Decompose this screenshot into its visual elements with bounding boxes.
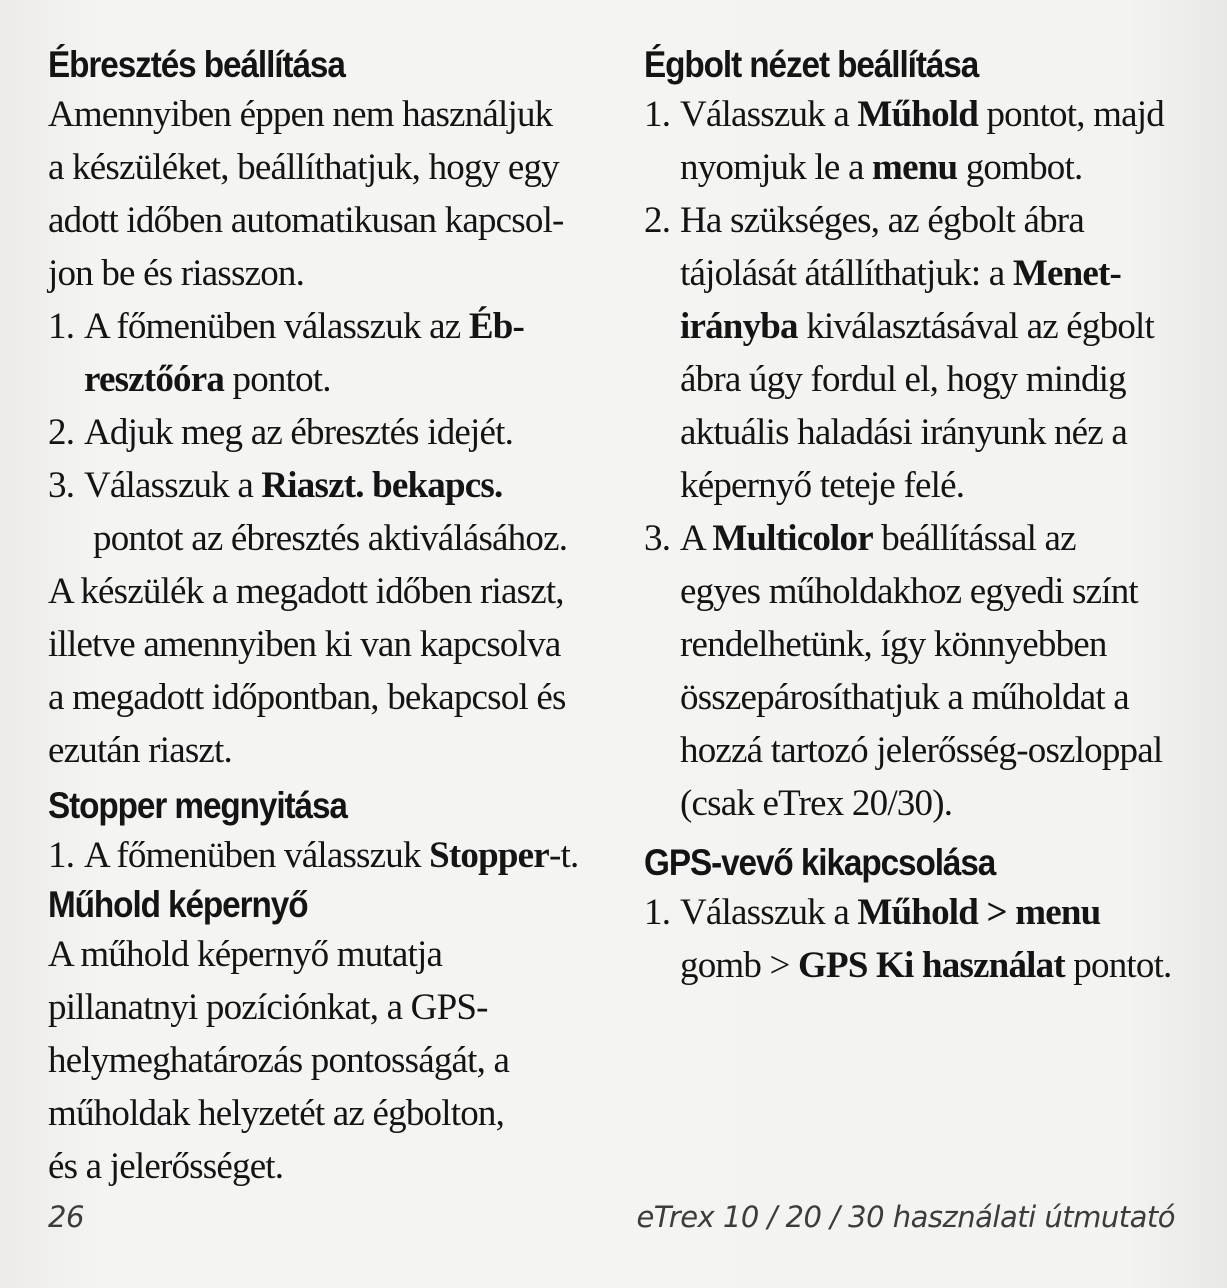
skyview-heading: Égbolt nézet beállítása <box>644 44 979 85</box>
satellite-menu-term: Műhold > menu <box>857 892 1101 933</box>
satellite-line: helymeghatározás pontosságát, a <box>48 1040 510 1081</box>
gps-off-term: GPS Ki használat <box>798 945 1065 986</box>
gps-off-heading: GPS-vevő kikapcsolása <box>644 842 996 883</box>
manual-title: eTrex 10 / 20 / 30 használati útmutató <box>636 1200 1175 1234</box>
step-text: gomb > <box>680 945 799 986</box>
step-text: ábra úgy fordul el, hogy mindig <box>680 359 1126 400</box>
alarm-heading: Ébresztés beállítása <box>48 44 345 85</box>
skyview-step-1 <box>644 88 1189 194</box>
satellite-line: A műhold képernyő mutatja <box>48 934 443 975</box>
step-text: pontot. <box>1064 945 1172 986</box>
stopwatch-heading: Stopper megnyitása <box>48 785 347 826</box>
step-number: 2. <box>48 412 75 453</box>
gps-off-step-1 <box>644 886 1189 992</box>
step-text: Válasszuk a <box>680 892 858 933</box>
step-text: A <box>680 518 713 559</box>
step-text: összepárosíthatjuk a műholdat a <box>680 677 1129 718</box>
step-text: beállítással az <box>872 518 1076 559</box>
skyview-section <box>644 42 1189 830</box>
step-text: Adjuk meg az ébresztés idejét. <box>84 412 514 453</box>
satellite-section <box>48 882 593 1193</box>
alarm-intro <box>48 88 593 300</box>
stopwatch-term: Stopper <box>429 835 549 876</box>
step-number: 1. <box>48 835 75 876</box>
satellite-heading: Műhold képernyő <box>48 884 308 925</box>
step-text: rendelhetünk, így könnyebben <box>680 624 1107 665</box>
step-text: aktuális haladási irányunk néz a <box>680 412 1127 453</box>
step-number: 1. <box>644 892 671 933</box>
alarm-clock-term: resztőóra <box>84 359 225 400</box>
satellite-term: Műhold <box>857 94 979 135</box>
gps-off-section <box>644 840 1189 992</box>
alarm-intro-line: jon be és riasszon. <box>48 253 305 294</box>
step-number: 1. <box>644 94 671 135</box>
skyview-step-2 <box>644 194 1189 512</box>
step-text: hozzá tartozó jelerősség-oszloppal <box>680 730 1163 771</box>
stopwatch-step-1 <box>48 829 593 882</box>
heading-up-term: Menet- <box>1012 253 1122 294</box>
alarm-intro-line: adott időben automatikusan kapcsol- <box>48 200 564 241</box>
step-text: tájolását átállíthatjuk: a <box>680 253 1013 294</box>
multicolor-term: Multicolor <box>712 518 873 559</box>
menu-term: menu <box>872 147 958 188</box>
satellite-line: pillanatnyi pozíciónkat, a GPS- <box>48 987 488 1028</box>
satellite-line: műholdak helyzetét az égbolton, <box>48 1093 505 1134</box>
alarm-intro-line: a készüléket, beállíthatjuk, hogy egy <box>48 147 559 188</box>
step-number: 1. <box>48 306 75 347</box>
alarm-step-1 <box>48 300 593 406</box>
alarm-outro-line: illetve amennyiben ki van kapcsolva <box>48 624 561 665</box>
step-text: A főmenüben válasszuk az <box>84 306 469 347</box>
alarm-outro-line: A készülék a megadott időben riaszt, <box>48 571 564 612</box>
skyview-step-3 <box>644 512 1189 830</box>
step-number: 2. <box>644 200 671 241</box>
alarm-outro-line: a megadott időpontban, bekapcsol és <box>48 677 566 718</box>
stopwatch-section <box>48 783 593 882</box>
step-text: képernyő teteje felé. <box>680 465 965 506</box>
step-text: Ha szükséges, az égbolt ábra <box>680 200 1084 241</box>
step-text: (csak eTrex 20/30). <box>680 783 953 824</box>
alarm-outro <box>48 565 593 777</box>
step-text: pontot az ébresztés aktiválásához. <box>93 518 568 559</box>
step-text: Válasszuk a <box>680 94 858 135</box>
step-number: 3. <box>48 465 75 506</box>
step-text: Válasszuk a <box>84 465 262 506</box>
alarm-clock-term: Éb- <box>468 306 525 347</box>
step-text: egyes műholdakhoz egyedi színt <box>680 571 1138 612</box>
left-column <box>48 42 593 1193</box>
step-text: -t. <box>548 835 579 876</box>
satellite-line: és a jelerősséget. <box>48 1146 284 1187</box>
alarm-step-2 <box>48 406 593 459</box>
right-column <box>644 42 1189 992</box>
step-text: nyomjuk le a <box>680 147 873 188</box>
heading-up-term: irányba <box>680 306 798 347</box>
alarm-section <box>48 42 593 777</box>
alarm-step-3 <box>48 459 593 512</box>
step-text: A főmenüben válasszuk <box>84 835 430 876</box>
step-text: kiválasztásával az égbolt <box>797 306 1154 347</box>
step-text: pontot. <box>224 359 331 400</box>
satellite-description <box>48 928 593 1193</box>
alarm-outro-line: ezután riaszt. <box>48 730 232 771</box>
step-text: pontot, majd <box>978 94 1164 135</box>
page-number: 26 <box>48 1200 84 1234</box>
step-number: 3. <box>644 518 671 559</box>
alarm-on-term: Riaszt. bekapcs. <box>261 465 503 506</box>
alarm-intro-line: Amennyiben éppen nem használjuk <box>48 94 553 135</box>
step-text: gombot. <box>957 147 1083 188</box>
